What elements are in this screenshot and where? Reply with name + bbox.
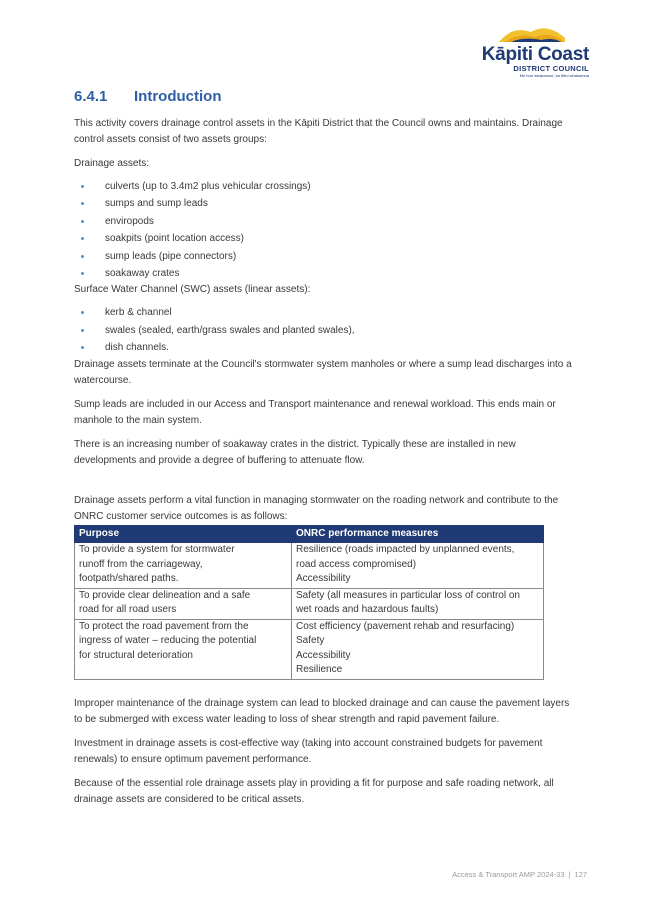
intro-paragraph: This activity covers drainage control assets in the Kāpiti District that the Council owns and maintains. Drainage control assets consist of two assets groups: [74,118,563,145]
cell-text: Resilience [296,664,343,676]
cell-text: road for all road users [79,604,177,616]
table-header-purpose: Purpose [75,525,292,543]
cell-text: for structural deterioration [79,649,193,661]
cell-text: footpath/shared paths. [79,573,179,585]
table-header-onrc: ONRC performance measures [292,525,544,543]
sump-leads-paragraph: Sump leads are included in our Access and Transport maintenance and renewal workload. This ends main or manhole to the main system. [74,398,556,426]
purpose-cell [75,543,292,589]
swc-assets-label: Surface Water Channel (SWC) assets (linear assets): [74,284,311,296]
cell-text: Accessibility [296,649,351,661]
cell-text: To provide clear delineation and a safe [79,589,251,601]
logo-tagline: Me huri whakamuri, ka titiro whakamua [519,73,589,78]
cell-text: Safety [296,635,325,647]
table-row [75,588,544,619]
section-number: 6.4.1 [74,88,108,105]
list-item: enviropods [74,213,580,230]
section-body [74,116,580,816]
purpose-cell [75,619,292,679]
council-logo [469,24,589,80]
terminate-paragraph: Drainage assets terminate at the Council's stormwater system manholes or where a sump lead discharges into a watercourse. [74,358,572,386]
table-row [75,543,544,589]
list-item: dish channels. [74,339,580,356]
cell-text: Cost efficiency (pavement rehab and resurfacing) [296,620,515,632]
soakaway-paragraph: There is an increasing number of soakaway crates in the district. Typically these are installed in new developments and provide a degree of buffering to attenuate flow. [74,438,516,466]
list-item: culverts (up to 3.4m2 plus vehicular crossings) [74,178,580,195]
list-item: sumps and sump leads [74,195,580,212]
list-item: kerb & channel [74,304,580,321]
drainage-assets-label: Drainage assets: [74,158,150,169]
list-item: swales (sealed, earth/grass swales and planted swales), [74,322,580,339]
purpose-table [74,525,544,680]
table-row [75,619,544,679]
cell-text: runoff from the carriageway, [79,558,203,570]
measures-cell [292,619,544,679]
page-number: 127 [574,870,587,879]
essential-paragraph: Because of the essential role drainage assets play in providing a fit for purpose and safe roading network, all drainage assets are considered to be critical assets. [74,777,554,805]
footer-separator: | [568,870,571,879]
improper-paragraph: Improper maintenance of the drainage system can lead to blocked drainage and can cause the pavement layers to be submerged with excess water leading to loss of shear strength and rapid pavement failure. [74,697,570,725]
swc-assets-list [74,304,580,356]
cell-text: To protect the road pavement from the [79,620,249,632]
page-footer [452,870,587,879]
cell-text: wet roads and hazardous faults) [296,604,439,616]
purpose-cell [75,588,292,619]
logo-subtitle: DISTRICT COUNCIL [513,64,589,73]
investment-paragraph: Investment in drainage assets is cost-effective way (taking into account constrained budgets for pavement renewals) to ensure optimum pavement performance. [74,737,543,765]
section-heading [74,88,221,105]
section-title: Introduction [134,88,222,105]
logo-hills-icon [497,24,567,44]
cell-text: Safety (all measures in particular loss of control on [296,589,520,601]
list-item: sump leads (pipe connectors) [74,248,580,265]
drainage-assets-list [74,178,580,282]
list-item: soakpits (point location access) [74,230,580,247]
cell-text: To provide a system for stormwater [79,544,235,556]
cell-text: road access compromised) [296,558,417,570]
vital-function-paragraph: Drainage assets perform a vital function in managing stormwater on the roading network and contribute to the ONRC customer service outcomes is as follows: [74,494,559,522]
measures-cell [292,588,544,619]
logo-name: Kāpiti Coast [481,44,589,65]
cell-text: ingress of water – reducing the potential [79,635,257,647]
cell-text: Resilience (roads impacted by unplanned events, [296,544,515,556]
footer-document-title: Access & Transport AMP 2024-33 [452,870,565,879]
table-header-row [75,525,544,543]
list-item: soakaway crates [74,265,580,282]
cell-text: Accessibility [296,573,351,585]
measures-cell [292,543,544,589]
